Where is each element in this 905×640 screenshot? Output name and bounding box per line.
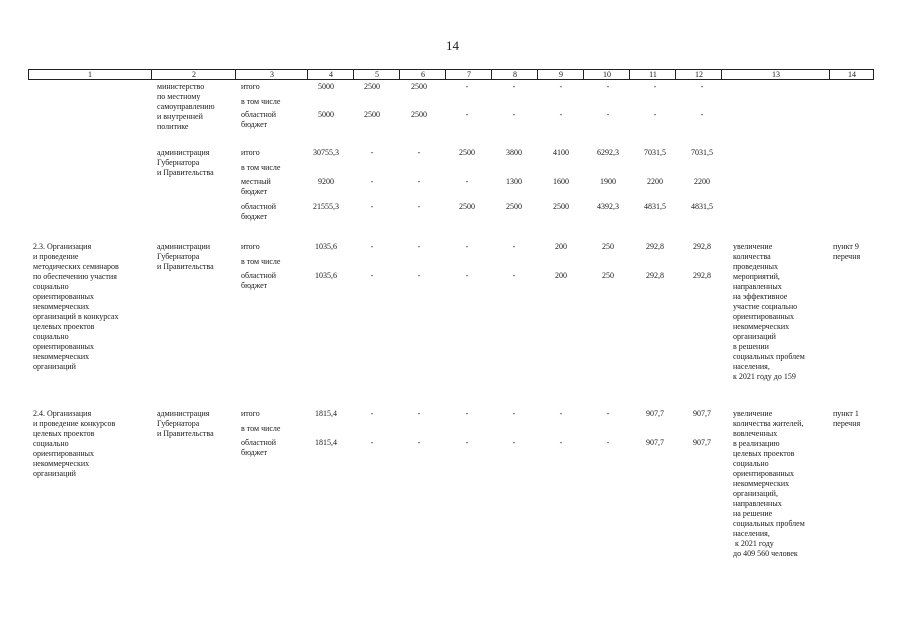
- value-cell: 292,8: [646, 271, 664, 280]
- header-cell-12: 12: [675, 70, 722, 79]
- value-cell: -: [512, 409, 516, 418]
- source-regional: областной бюджет: [241, 110, 277, 129]
- value-cell: 21555,3: [313, 202, 339, 211]
- value-cell: -: [417, 438, 421, 447]
- value-cell: 1035,6: [315, 242, 337, 251]
- value-cell: 292,8: [693, 271, 711, 280]
- value-cell: 5000: [318, 82, 334, 91]
- measure-name: 2.3. Организация и проведение методических семинаров по обеспечению участия социально ориентированных некоммерческих организаций в конкурсах целевых проектов социально ориентированных некоммерческих организаций: [33, 242, 119, 371]
- header-cell-10: 10: [583, 70, 630, 79]
- value-cell: -: [606, 82, 610, 91]
- value-cell: 30755,3: [313, 148, 339, 157]
- source-regional: областной бюджет: [241, 438, 277, 457]
- value-cell: 200: [555, 271, 567, 280]
- header-cell-13: 13: [721, 70, 830, 79]
- executor-administration: администрация Губернатора и Правительства: [157, 148, 214, 177]
- value-cell: -: [370, 177, 374, 186]
- value-cell: 2500: [553, 202, 569, 211]
- value-cell: -: [700, 110, 704, 119]
- value-cell: -: [606, 110, 610, 119]
- value-cell: 292,8: [646, 242, 664, 251]
- value-cell: 2200: [647, 177, 663, 186]
- value-cell: -: [465, 242, 469, 251]
- value-cell: -: [653, 110, 657, 119]
- value-cell: 5000: [318, 110, 334, 119]
- value-cell: 2500: [506, 202, 522, 211]
- value-cell: 2500: [411, 110, 427, 119]
- value-cell: 907,7: [693, 409, 711, 418]
- value-cell: -: [465, 82, 469, 91]
- value-cell: -: [606, 409, 610, 418]
- source-incl: в том числе: [241, 257, 281, 266]
- value-cell: -: [465, 271, 469, 280]
- value-cell: -: [559, 438, 563, 447]
- value-cell: 1815,4: [315, 438, 337, 447]
- value-cell: 2500: [364, 82, 380, 91]
- source-regional: областной бюджет: [241, 271, 277, 290]
- value-cell: 2200: [694, 177, 710, 186]
- value-cell: -: [512, 110, 516, 119]
- source-total: итого: [241, 409, 260, 418]
- value-cell: 4831,5: [691, 202, 713, 211]
- measure-name: 2.4. Организация и проведение конкурсов целевых проектов социально ориентированных некоммерческих организаций: [33, 409, 116, 478]
- value-cell: -: [512, 271, 516, 280]
- value-cell: 9200: [318, 177, 334, 186]
- source-local: местный бюджет: [241, 177, 271, 196]
- expected-result: увеличение количества жителей, вовлеченных в реализацию целевых проектов социально ориентированных некоммерческих организаций, направленных на решение социальных проблем населения, к 2021 году до 409 560 человек: [733, 409, 805, 558]
- value-cell: -: [559, 82, 563, 91]
- header-cell-3: 3: [235, 70, 308, 79]
- value-cell: -: [512, 242, 516, 251]
- value-cell: 6292,3: [597, 148, 619, 157]
- value-cell: 200: [555, 242, 567, 251]
- value-cell: 1815,4: [315, 409, 337, 418]
- value-cell: -: [700, 82, 704, 91]
- executor-administration: администрация Губернатора и Правительства: [157, 409, 214, 438]
- value-cell: -: [417, 202, 421, 211]
- header-cell-9: 9: [537, 70, 584, 79]
- value-cell: 292,8: [693, 242, 711, 251]
- value-cell: 250: [602, 271, 614, 280]
- value-cell: 4392,3: [597, 202, 619, 211]
- value-cell: 1035,6: [315, 271, 337, 280]
- reference-item: пункт 1 перечня: [833, 409, 861, 428]
- value-cell: -: [653, 82, 657, 91]
- value-cell: 907,7: [693, 438, 711, 447]
- value-cell: -: [417, 271, 421, 280]
- value-cell: 7031,5: [644, 148, 666, 157]
- value-cell: -: [512, 82, 516, 91]
- value-cell: 250: [602, 242, 614, 251]
- executor-administration: администрации Губернатора и Правительства: [157, 242, 214, 271]
- source-total: итого: [241, 148, 260, 157]
- value-cell: 1600: [553, 177, 569, 186]
- value-cell: 2500: [459, 148, 475, 157]
- value-cell: -: [606, 438, 610, 447]
- value-cell: -: [512, 438, 516, 447]
- value-cell: -: [465, 438, 469, 447]
- value-cell: 4831,5: [644, 202, 666, 211]
- value-cell: -: [465, 177, 469, 186]
- header-cell-1: 1: [88, 70, 92, 79]
- header-cell-11: 11: [629, 70, 676, 79]
- value-cell: -: [370, 409, 374, 418]
- value-cell: 2500: [411, 82, 427, 91]
- value-cell: -: [465, 409, 469, 418]
- value-cell: -: [417, 148, 421, 157]
- executor-ministry: министерство по местному самоуправлению и внутренней политике: [157, 82, 215, 131]
- value-cell: 907,7: [646, 409, 664, 418]
- value-cell: -: [559, 409, 563, 418]
- expected-result: увеличение количества проведенных мероприятий, направленных на эффективное участие социально ориентированных некоммерческих организаций в решении социальных проблем населения, к 2021 году до 159: [733, 242, 805, 381]
- value-cell: 1900: [600, 177, 616, 186]
- table-header-row: [28, 69, 874, 80]
- source-incl: в том числе: [241, 424, 281, 433]
- value-cell: 2500: [459, 202, 475, 211]
- value-cell: -: [417, 242, 421, 251]
- header-cell-4: 4: [307, 70, 354, 79]
- value-cell: 3800: [506, 148, 522, 157]
- value-cell: 7031,5: [691, 148, 713, 157]
- value-cell: -: [417, 409, 421, 418]
- source-total: итого: [241, 82, 260, 91]
- value-cell: -: [559, 110, 563, 119]
- source-incl: в том числе: [241, 163, 281, 172]
- header-cell-2: 2: [151, 70, 236, 79]
- page-number: 14: [446, 38, 459, 53]
- value-cell: -: [370, 271, 374, 280]
- reference-item: пункт 9 перечня: [833, 242, 861, 261]
- value-cell: -: [370, 148, 374, 157]
- value-cell: -: [370, 202, 374, 211]
- header-cell-8: 8: [491, 70, 538, 79]
- source-incl: в том числе: [241, 97, 281, 106]
- value-cell: -: [465, 110, 469, 119]
- header-cell-5: 5: [353, 70, 400, 79]
- value-cell: -: [370, 438, 374, 447]
- source-total: итого: [241, 242, 260, 251]
- header-cell-7: 7: [445, 70, 492, 79]
- header-cell-14: 14: [829, 70, 874, 79]
- header-cell-6: 6: [399, 70, 446, 79]
- value-cell: -: [370, 242, 374, 251]
- value-cell: 4100: [553, 148, 569, 157]
- value-cell: 1300: [506, 177, 522, 186]
- source-regional: областной бюджет: [241, 202, 277, 221]
- value-cell: -: [417, 177, 421, 186]
- value-cell: 2500: [364, 110, 380, 119]
- value-cell: 907,7: [646, 438, 664, 447]
